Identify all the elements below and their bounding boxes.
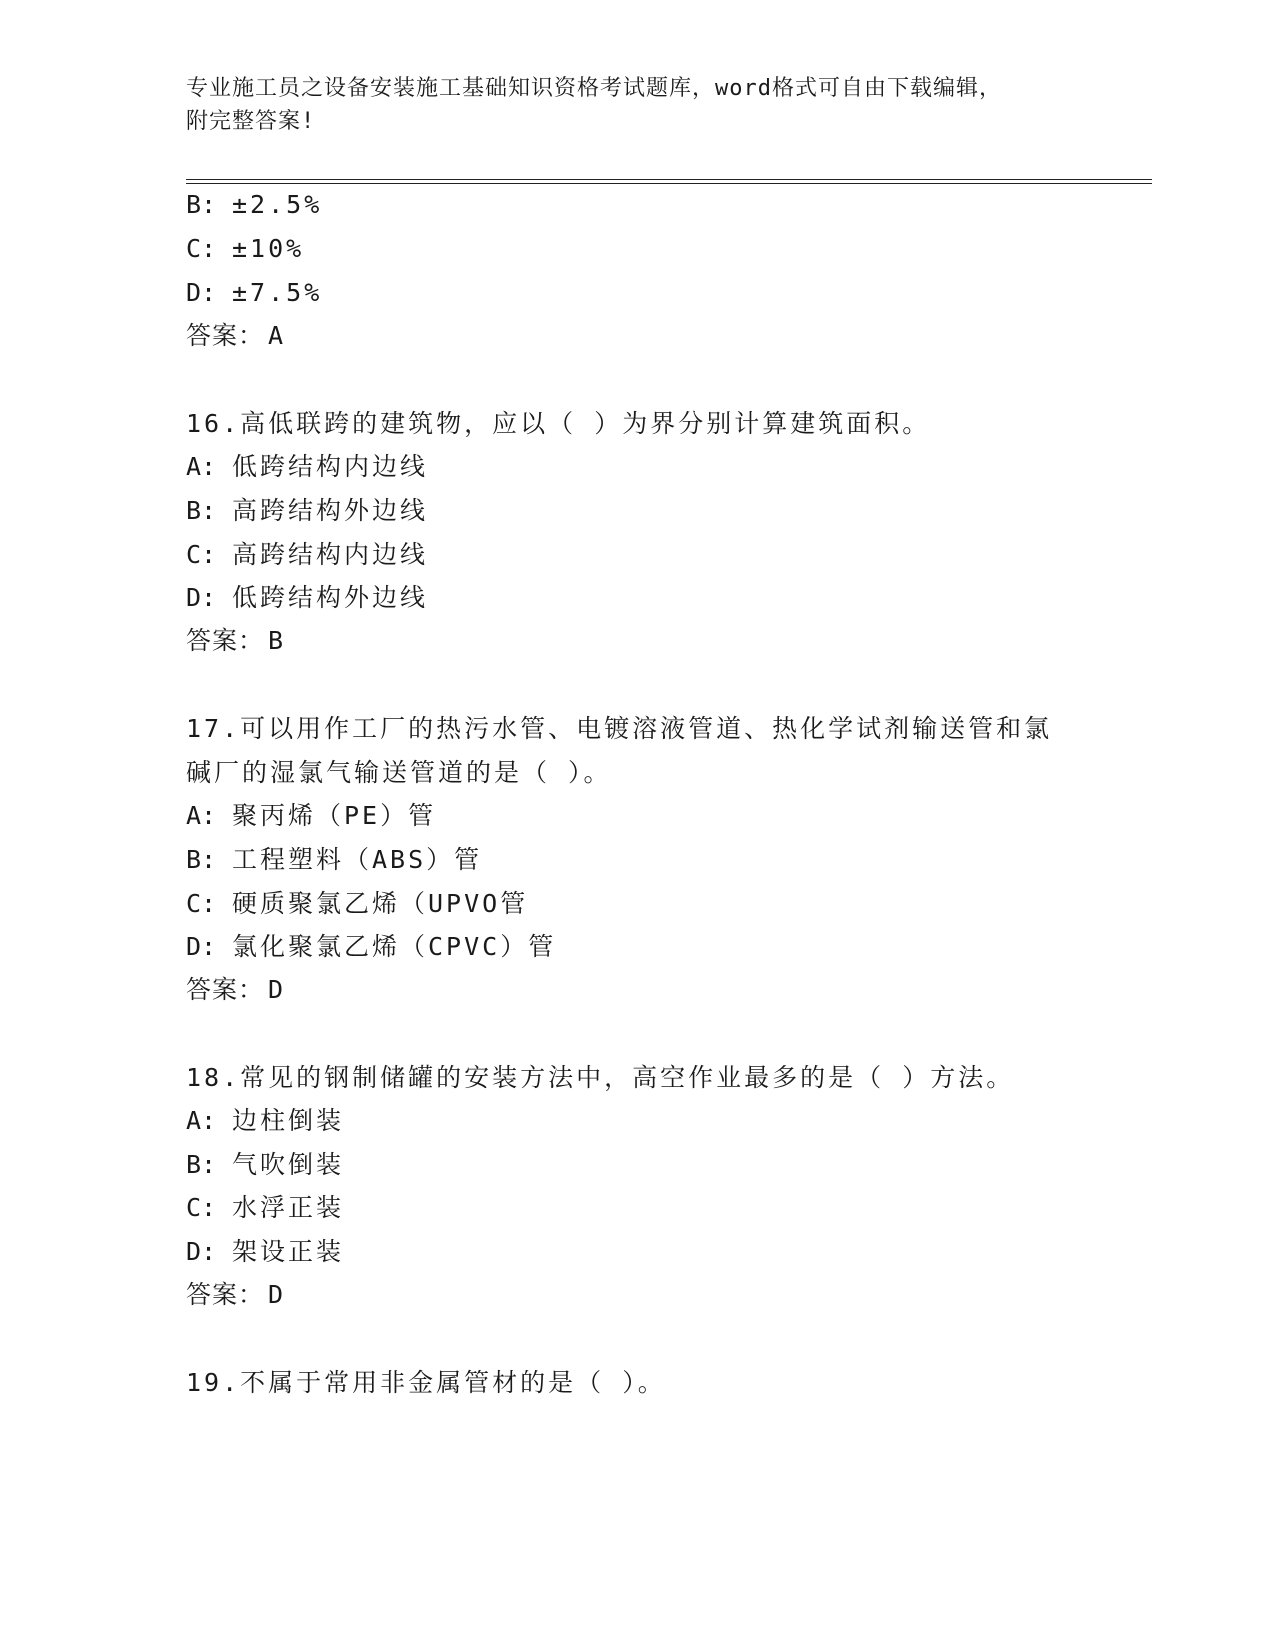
option-text: 氯化聚氯乙烯（CPVC）管: [232, 932, 557, 961]
option-text: ±10%: [232, 234, 305, 263]
answer-value: D: [268, 1280, 285, 1309]
option-text: 聚丙烯（PE）管: [232, 801, 437, 830]
q15-answer: [186, 321, 284, 351]
answer-label: 答案：: [186, 321, 265, 350]
q16-answer: [186, 626, 284, 656]
option-key: B:: [186, 845, 217, 874]
q18-option-c: [186, 1193, 344, 1223]
option-key: B:: [186, 496, 217, 525]
answer-value: A: [268, 321, 285, 350]
header-divider-bottom: [186, 183, 1152, 184]
option-key: D:: [186, 932, 217, 961]
option-text: 水浮正装: [232, 1193, 345, 1222]
option-key: D:: [186, 278, 217, 307]
option-key: A:: [186, 452, 217, 481]
answer-value: B: [268, 626, 285, 655]
q18-stem: 18.常见的钢制储罐的安装方法中，高空作业最多的是（ ）方法。: [186, 1063, 1015, 1092]
option-key: C:: [186, 540, 217, 569]
option-text: ±2.5%: [232, 190, 323, 219]
option-key: B:: [186, 1150, 217, 1179]
option-text: 高跨结构外边线: [232, 496, 429, 525]
q15-option-b: [186, 190, 322, 220]
header-divider-top: [186, 179, 1152, 180]
option-text: ±7.5%: [232, 278, 323, 307]
option-text: 边柱倒装: [232, 1106, 345, 1135]
option-key: A:: [186, 1106, 217, 1135]
q16-option-a: [186, 452, 428, 482]
q16-option-c: [186, 540, 428, 570]
header-line-1: 专业施工员之设备安装施工基础知识资格考试题库，word格式可自由下载编辑，: [186, 76, 1002, 101]
q15-option-c: [186, 234, 304, 264]
q17-stem-line-2: 碱厂的湿氯气输送管道的是（ ）。: [186, 758, 612, 787]
q18-option-d: [186, 1237, 344, 1267]
q16-stem: 16.高低联跨的建筑物，应以（ ）为界分别计算建筑面积。: [186, 409, 931, 438]
q17-option-c: [186, 889, 528, 919]
option-text: 硬质聚氯乙烯（UPVO管: [232, 889, 529, 918]
option-text: 架设正装: [232, 1237, 345, 1266]
q19-stem: 19.不属于常用非金属管材的是（ ）。: [186, 1368, 666, 1397]
q17-stem-line-1: 17.可以用作工厂的热污水管、电镀溶液管道、热化学试剂输送管和氯: [186, 714, 1053, 743]
header-line-2: 附完整答案!: [186, 109, 316, 134]
option-key: D:: [186, 583, 217, 612]
option-text: 低跨结构外边线: [232, 583, 429, 612]
answer-label: 答案：: [186, 626, 265, 655]
answer-value: D: [268, 975, 285, 1004]
q15-option-d: [186, 278, 322, 308]
q16-option-d: [186, 583, 428, 613]
option-key: C:: [186, 1193, 217, 1222]
q17-answer: [186, 975, 284, 1005]
option-text: 低跨结构内边线: [232, 452, 429, 481]
option-text: 工程塑料（ABS）管: [232, 845, 483, 874]
answer-label: 答案：: [186, 1280, 265, 1309]
option-key: D:: [186, 1237, 217, 1266]
q18-option-a: [186, 1106, 344, 1136]
option-text: 高跨结构内边线: [232, 540, 429, 569]
option-key: A:: [186, 801, 217, 830]
answer-label: 答案：: [186, 975, 265, 1004]
option-text: 气吹倒装: [232, 1150, 345, 1179]
q18-option-b: [186, 1150, 344, 1180]
option-key: C:: [186, 234, 217, 263]
q17-option-b: [186, 845, 482, 875]
q17-option-a: [186, 801, 436, 831]
option-key: B:: [186, 190, 217, 219]
q18-answer: [186, 1280, 284, 1310]
q16-option-b: [186, 496, 428, 526]
document-header: [186, 72, 1086, 138]
option-key: C:: [186, 889, 217, 918]
q17-option-d: [186, 932, 556, 962]
